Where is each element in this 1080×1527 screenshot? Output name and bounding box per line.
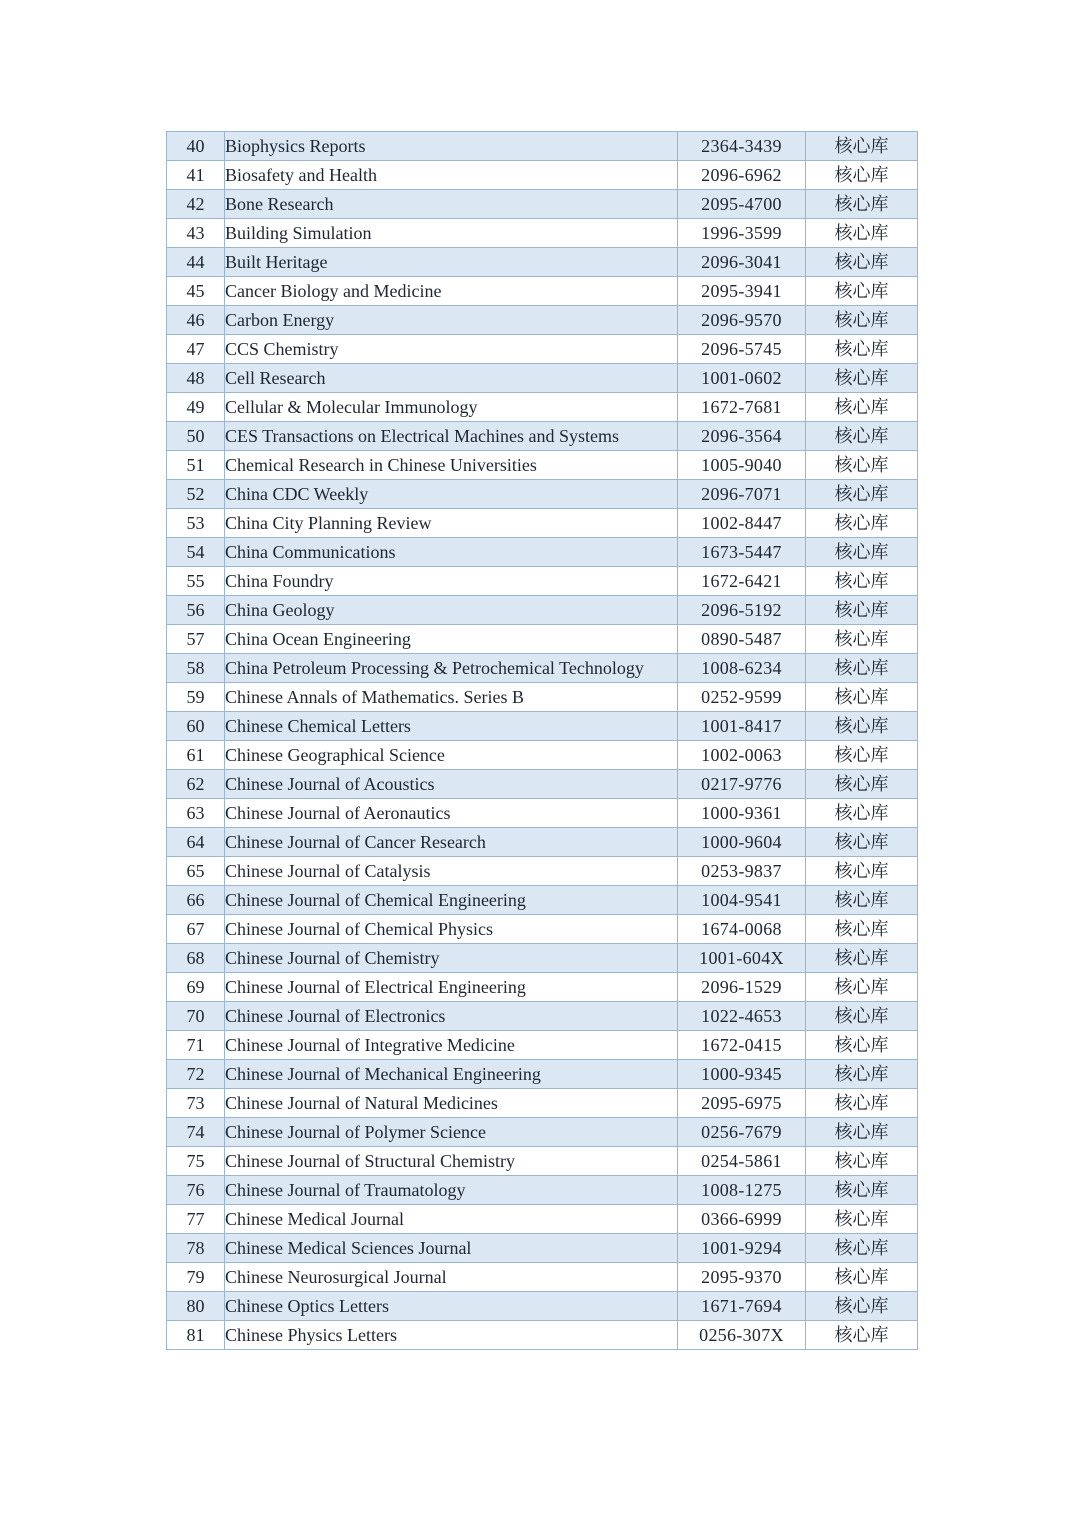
row-number-cell: 75 — [167, 1147, 225, 1176]
journal-name-cell: Chinese Journal of Traumatology — [225, 1176, 678, 1205]
journal-issn-cell: 1004-9541 — [678, 886, 806, 915]
row-number-cell: 54 — [167, 538, 225, 567]
journal-issn-cell: 1672-6421 — [678, 567, 806, 596]
journal-name-cell: Chinese Journal of Electrical Engineering — [225, 973, 678, 1002]
table-row — [167, 1234, 918, 1263]
journal-name-cell: China CDC Weekly — [225, 480, 678, 509]
journal-name-cell: China Petroleum Processing & Petrochemical Technology — [225, 654, 678, 683]
journal-name-cell: Chinese Journal of Polymer Science — [225, 1118, 678, 1147]
status-label-cell: 核心库 — [806, 1118, 918, 1147]
row-number-cell: 78 — [167, 1234, 225, 1263]
journal-name-cell: Bone Research — [225, 190, 678, 219]
row-number-cell: 67 — [167, 915, 225, 944]
journal-issn-cell: 2096-5745 — [678, 335, 806, 364]
journal-issn-cell: 2095-4700 — [678, 190, 806, 219]
row-number-cell: 79 — [167, 1263, 225, 1292]
journal-issn-cell: 1000-9361 — [678, 799, 806, 828]
journal-issn-cell: 1001-604X — [678, 944, 806, 973]
journal-name-cell: China Communications — [225, 538, 678, 567]
table-row — [167, 944, 918, 973]
status-label-cell: 核心库 — [806, 364, 918, 393]
journal-issn-cell: 0890-5487 — [678, 625, 806, 654]
table-row — [167, 161, 918, 190]
row-number-cell: 52 — [167, 480, 225, 509]
journal-name-cell: Carbon Energy — [225, 306, 678, 335]
table-row — [167, 306, 918, 335]
table-row — [167, 335, 918, 364]
table-row — [167, 654, 918, 683]
journal-issn-cell: 1001-8417 — [678, 712, 806, 741]
journal-issn-cell: 2096-7071 — [678, 480, 806, 509]
status-label-cell: 核心库 — [806, 422, 918, 451]
status-label-cell: 核心库 — [806, 161, 918, 190]
status-label-cell: 核心库 — [806, 451, 918, 480]
row-number-cell: 53 — [167, 509, 225, 538]
row-number-cell: 72 — [167, 1060, 225, 1089]
status-label-cell: 核心库 — [806, 190, 918, 219]
journal-issn-cell: 2364-3439 — [678, 132, 806, 161]
row-number-cell: 44 — [167, 248, 225, 277]
journal-name-cell: Chinese Journal of Cancer Research — [225, 828, 678, 857]
journal-issn-cell: 2096-3041 — [678, 248, 806, 277]
row-number-cell: 68 — [167, 944, 225, 973]
journal-issn-cell: 0254-5861 — [678, 1147, 806, 1176]
table-row — [167, 1118, 918, 1147]
row-number-cell: 59 — [167, 683, 225, 712]
status-label-cell: 核心库 — [806, 828, 918, 857]
row-number-cell: 50 — [167, 422, 225, 451]
status-label-cell: 核心库 — [806, 596, 918, 625]
table-row — [167, 1147, 918, 1176]
table-row — [167, 538, 918, 567]
table-row — [167, 799, 918, 828]
journal-name-cell: Chinese Journal of Chemical Engineering — [225, 886, 678, 915]
status-label-cell: 核心库 — [806, 132, 918, 161]
table-row — [167, 828, 918, 857]
table-row — [167, 596, 918, 625]
row-number-cell: 43 — [167, 219, 225, 248]
journal-name-cell: China Foundry — [225, 567, 678, 596]
journal-name-cell: Built Heritage — [225, 248, 678, 277]
journal-issn-cell: 2095-3941 — [678, 277, 806, 306]
journal-name-cell: Chinese Journal of Natural Medicines — [225, 1089, 678, 1118]
journal-name-cell: Chinese Geographical Science — [225, 741, 678, 770]
status-label-cell: 核心库 — [806, 1292, 918, 1321]
journal-name-cell: Chinese Journal of Mechanical Engineering — [225, 1060, 678, 1089]
journal-name-cell: Chemical Research in Chinese Universities — [225, 451, 678, 480]
row-number-cell: 57 — [167, 625, 225, 654]
journal-name-cell: Cancer Biology and Medicine — [225, 277, 678, 306]
journal-name-cell: China City Planning Review — [225, 509, 678, 538]
journal-name-cell: Chinese Medical Sciences Journal — [225, 1234, 678, 1263]
row-number-cell: 48 — [167, 364, 225, 393]
journal-issn-cell: 2095-9370 — [678, 1263, 806, 1292]
row-number-cell: 64 — [167, 828, 225, 857]
table-row — [167, 712, 918, 741]
journal-issn-cell: 1001-9294 — [678, 1234, 806, 1263]
status-label-cell: 核心库 — [806, 770, 918, 799]
journal-name-cell: Chinese Journal of Chemical Physics — [225, 915, 678, 944]
status-label-cell: 核心库 — [806, 1176, 918, 1205]
table-row — [167, 364, 918, 393]
journal-name-cell: CCS Chemistry — [225, 335, 678, 364]
journal-issn-cell: 2096-9570 — [678, 306, 806, 335]
row-number-cell: 55 — [167, 567, 225, 596]
table-row — [167, 741, 918, 770]
table-row — [167, 1292, 918, 1321]
table-row — [167, 509, 918, 538]
row-number-cell: 71 — [167, 1031, 225, 1060]
status-label-cell: 核心库 — [806, 944, 918, 973]
table-row — [167, 190, 918, 219]
row-number-cell: 49 — [167, 393, 225, 422]
journal-name-cell: Chinese Neurosurgical Journal — [225, 1263, 678, 1292]
journal-issn-cell: 1008-6234 — [678, 654, 806, 683]
journal-issn-cell: 1672-7681 — [678, 393, 806, 422]
table-row — [167, 277, 918, 306]
journal-issn-cell: 0256-307X — [678, 1321, 806, 1350]
row-number-cell: 45 — [167, 277, 225, 306]
row-number-cell: 76 — [167, 1176, 225, 1205]
row-number-cell: 62 — [167, 770, 225, 799]
journal-issn-cell: 2096-6962 — [678, 161, 806, 190]
status-label-cell: 核心库 — [806, 886, 918, 915]
journal-name-cell: Cellular & Molecular Immunology — [225, 393, 678, 422]
journal-table-container — [166, 131, 918, 1350]
row-number-cell: 47 — [167, 335, 225, 364]
row-number-cell: 42 — [167, 190, 225, 219]
status-label-cell: 核心库 — [806, 480, 918, 509]
journal-issn-cell: 1996-3599 — [678, 219, 806, 248]
status-label-cell: 核心库 — [806, 741, 918, 770]
status-label-cell: 核心库 — [806, 1089, 918, 1118]
journal-issn-cell: 1022-4653 — [678, 1002, 806, 1031]
status-label-cell: 核心库 — [806, 915, 918, 944]
journal-list-table — [166, 131, 918, 1350]
table-row — [167, 857, 918, 886]
status-label-cell: 核心库 — [806, 1234, 918, 1263]
journal-issn-cell: 1005-9040 — [678, 451, 806, 480]
table-row — [167, 1321, 918, 1350]
journal-name-cell: Biophysics Reports — [225, 132, 678, 161]
status-label-cell: 核心库 — [806, 683, 918, 712]
status-label-cell: 核心库 — [806, 857, 918, 886]
status-label-cell: 核心库 — [806, 654, 918, 683]
table-row — [167, 770, 918, 799]
row-number-cell: 77 — [167, 1205, 225, 1234]
journal-issn-cell: 2096-5192 — [678, 596, 806, 625]
journal-name-cell: China Ocean Engineering — [225, 625, 678, 654]
table-row — [167, 132, 918, 161]
journal-issn-cell: 2095-6975 — [678, 1089, 806, 1118]
journal-name-cell: Chinese Journal of Aeronautics — [225, 799, 678, 828]
row-number-cell: 41 — [167, 161, 225, 190]
table-row — [167, 915, 918, 944]
table-row — [167, 1263, 918, 1292]
row-number-cell: 69 — [167, 973, 225, 1002]
row-number-cell: 46 — [167, 306, 225, 335]
row-number-cell: 66 — [167, 886, 225, 915]
journal-issn-cell: 2096-1529 — [678, 973, 806, 1002]
table-row — [167, 1205, 918, 1234]
journal-issn-cell: 0217-9776 — [678, 770, 806, 799]
status-label-cell: 核心库 — [806, 509, 918, 538]
status-label-cell: 核心库 — [806, 799, 918, 828]
row-number-cell: 74 — [167, 1118, 225, 1147]
row-number-cell: 61 — [167, 741, 225, 770]
table-row — [167, 973, 918, 1002]
journal-name-cell: Chinese Journal of Electronics — [225, 1002, 678, 1031]
status-label-cell: 核心库 — [806, 712, 918, 741]
table-row — [167, 625, 918, 654]
table-row — [167, 451, 918, 480]
status-label-cell: 核心库 — [806, 567, 918, 596]
row-number-cell: 81 — [167, 1321, 225, 1350]
journal-table-body — [167, 132, 918, 1350]
journal-issn-cell: 1001-0602 — [678, 364, 806, 393]
journal-name-cell: CES Transactions on Electrical Machines and Systems — [225, 422, 678, 451]
journal-issn-cell: 1000-9604 — [678, 828, 806, 857]
journal-issn-cell: 1000-9345 — [678, 1060, 806, 1089]
table-row — [167, 393, 918, 422]
row-number-cell: 63 — [167, 799, 225, 828]
journal-name-cell: Chinese Journal of Chemistry — [225, 944, 678, 973]
status-label-cell: 核心库 — [806, 1031, 918, 1060]
journal-name-cell: Building Simulation — [225, 219, 678, 248]
table-row — [167, 1060, 918, 1089]
row-number-cell: 51 — [167, 451, 225, 480]
row-number-cell: 80 — [167, 1292, 225, 1321]
status-label-cell: 核心库 — [806, 393, 918, 422]
journal-name-cell: Chinese Annals of Mathematics. Series B — [225, 683, 678, 712]
row-number-cell: 65 — [167, 857, 225, 886]
journal-name-cell: Chinese Medical Journal — [225, 1205, 678, 1234]
table-row — [167, 1176, 918, 1205]
table-row — [167, 219, 918, 248]
row-number-cell: 70 — [167, 1002, 225, 1031]
table-row — [167, 1089, 918, 1118]
journal-issn-cell: 1002-8447 — [678, 509, 806, 538]
status-label-cell: 核心库 — [806, 1321, 918, 1350]
journal-issn-cell: 1674-0068 — [678, 915, 806, 944]
journal-issn-cell: 1002-0063 — [678, 741, 806, 770]
row-number-cell: 73 — [167, 1089, 225, 1118]
journal-issn-cell: 2096-3564 — [678, 422, 806, 451]
journal-name-cell: China Geology — [225, 596, 678, 625]
journal-issn-cell: 1671-7694 — [678, 1292, 806, 1321]
journal-name-cell: Chinese Chemical Letters — [225, 712, 678, 741]
table-row — [167, 1002, 918, 1031]
journal-issn-cell: 1672-0415 — [678, 1031, 806, 1060]
status-label-cell: 核心库 — [806, 1205, 918, 1234]
journal-issn-cell: 1673-5447 — [678, 538, 806, 567]
table-row — [167, 567, 918, 596]
row-number-cell: 58 — [167, 654, 225, 683]
journal-issn-cell: 0366-6999 — [678, 1205, 806, 1234]
status-label-cell: 核心库 — [806, 219, 918, 248]
status-label-cell: 核心库 — [806, 973, 918, 1002]
row-number-cell: 40 — [167, 132, 225, 161]
status-label-cell: 核心库 — [806, 1060, 918, 1089]
journal-issn-cell: 0253-9837 — [678, 857, 806, 886]
journal-name-cell: Chinese Journal of Catalysis — [225, 857, 678, 886]
status-label-cell: 核心库 — [806, 248, 918, 277]
journal-issn-cell: 1008-1275 — [678, 1176, 806, 1205]
journal-name-cell: Biosafety and Health — [225, 161, 678, 190]
table-row — [167, 248, 918, 277]
table-row — [167, 683, 918, 712]
journal-name-cell: Chinese Journal of Integrative Medicine — [225, 1031, 678, 1060]
table-row — [167, 480, 918, 509]
status-label-cell: 核心库 — [806, 1002, 918, 1031]
journal-name-cell: Chinese Physics Letters — [225, 1321, 678, 1350]
journal-name-cell: Chinese Optics Letters — [225, 1292, 678, 1321]
journal-issn-cell: 0252-9599 — [678, 683, 806, 712]
status-label-cell: 核心库 — [806, 625, 918, 654]
row-number-cell: 56 — [167, 596, 225, 625]
journal-name-cell: Chinese Journal of Acoustics — [225, 770, 678, 799]
status-label-cell: 核心库 — [806, 1147, 918, 1176]
status-label-cell: 核心库 — [806, 335, 918, 364]
table-row — [167, 422, 918, 451]
journal-name-cell: Chinese Journal of Structural Chemistry — [225, 1147, 678, 1176]
status-label-cell: 核心库 — [806, 538, 918, 567]
journal-issn-cell: 0256-7679 — [678, 1118, 806, 1147]
table-row — [167, 1031, 918, 1060]
status-label-cell: 核心库 — [806, 306, 918, 335]
status-label-cell: 核心库 — [806, 277, 918, 306]
status-label-cell: 核心库 — [806, 1263, 918, 1292]
table-row — [167, 886, 918, 915]
journal-name-cell: Cell Research — [225, 364, 678, 393]
row-number-cell: 60 — [167, 712, 225, 741]
